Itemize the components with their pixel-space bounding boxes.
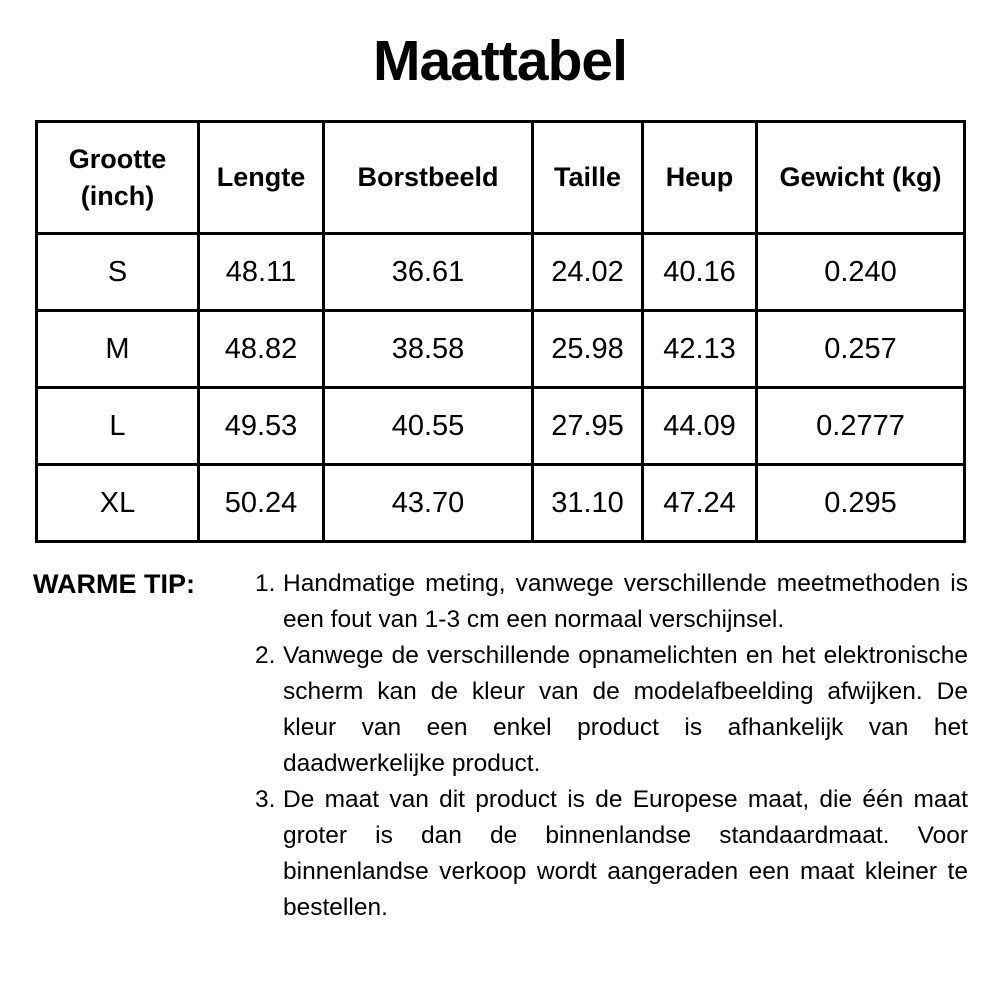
cell-waist: 25.98 — [533, 311, 643, 388]
cell-hip: 44.09 — [643, 388, 757, 465]
cell-length: 49.53 — [199, 388, 324, 465]
cell-length: 50.24 — [199, 465, 324, 542]
table-row-xl — [37, 465, 965, 542]
header-cell-waist: Taille — [533, 122, 643, 234]
tip-item-3 — [255, 782, 968, 926]
tip-item-text: De maat van dit product is de Europese maat, die één maat groter is dan de binnenlandse standaardmaat. Voor binnenlandse verkoop wordt aangeraden een maat kleiner te bestellen. — [283, 786, 968, 921]
cell-hip: 40.16 — [643, 234, 757, 311]
cell-size: M — [37, 311, 199, 388]
header-cell-hip: Heup — [643, 122, 757, 234]
cell-length: 48.82 — [199, 311, 324, 388]
warm-tip-label: WARME TIP: — [33, 569, 195, 599]
table-row-l — [37, 388, 965, 465]
cell-waist: 27.95 — [533, 388, 643, 465]
tip-item-1 — [255, 566, 968, 638]
table-row-m — [37, 311, 965, 388]
cell-bust: 38.58 — [324, 311, 533, 388]
warm-tip-list — [255, 566, 968, 926]
header-cell-length: Lengte — [199, 122, 324, 234]
cell-hip: 47.24 — [643, 465, 757, 542]
header-cell-bust: Borstbeeld — [324, 122, 533, 234]
tip-item-text: Vanwege de verschillende opnamelichten en het elektronische scherm kan de kleur van de modelafbeelding afwijken. De kleur van een enkel product is afhankelijk van het daadwerkelijke product. — [283, 642, 968, 777]
cell-size: S — [37, 234, 199, 311]
cell-waist: 31.10 — [533, 465, 643, 542]
cell-bust: 40.55 — [324, 388, 533, 465]
cell-bust: 36.61 — [324, 234, 533, 311]
cell-weight: 0.295 — [757, 465, 965, 542]
cell-weight: 0.257 — [757, 311, 965, 388]
header-cell-size: Grootte (inch) — [37, 122, 199, 234]
page-title: Maattabel — [373, 29, 627, 93]
tip-item-2 — [255, 638, 968, 782]
cell-size: L — [37, 388, 199, 465]
tip-item-text: Handmatige meting, vanwege verschillende meetmethoden is een fout van 1-3 cm een normaal verschijnsel. — [283, 570, 968, 633]
table-row-s — [37, 234, 965, 311]
cell-weight: 0.240 — [757, 234, 965, 311]
cell-length: 48.11 — [199, 234, 324, 311]
table-header-row — [37, 122, 965, 234]
cell-bust: 43.70 — [324, 465, 533, 542]
cell-size: XL — [37, 465, 199, 542]
size-chart-table — [35, 120, 966, 543]
cell-weight: 0.2777 — [757, 388, 965, 465]
header-cell-weight: Gewicht (kg) — [757, 122, 965, 234]
cell-waist: 24.02 — [533, 234, 643, 311]
cell-hip: 42.13 — [643, 311, 757, 388]
